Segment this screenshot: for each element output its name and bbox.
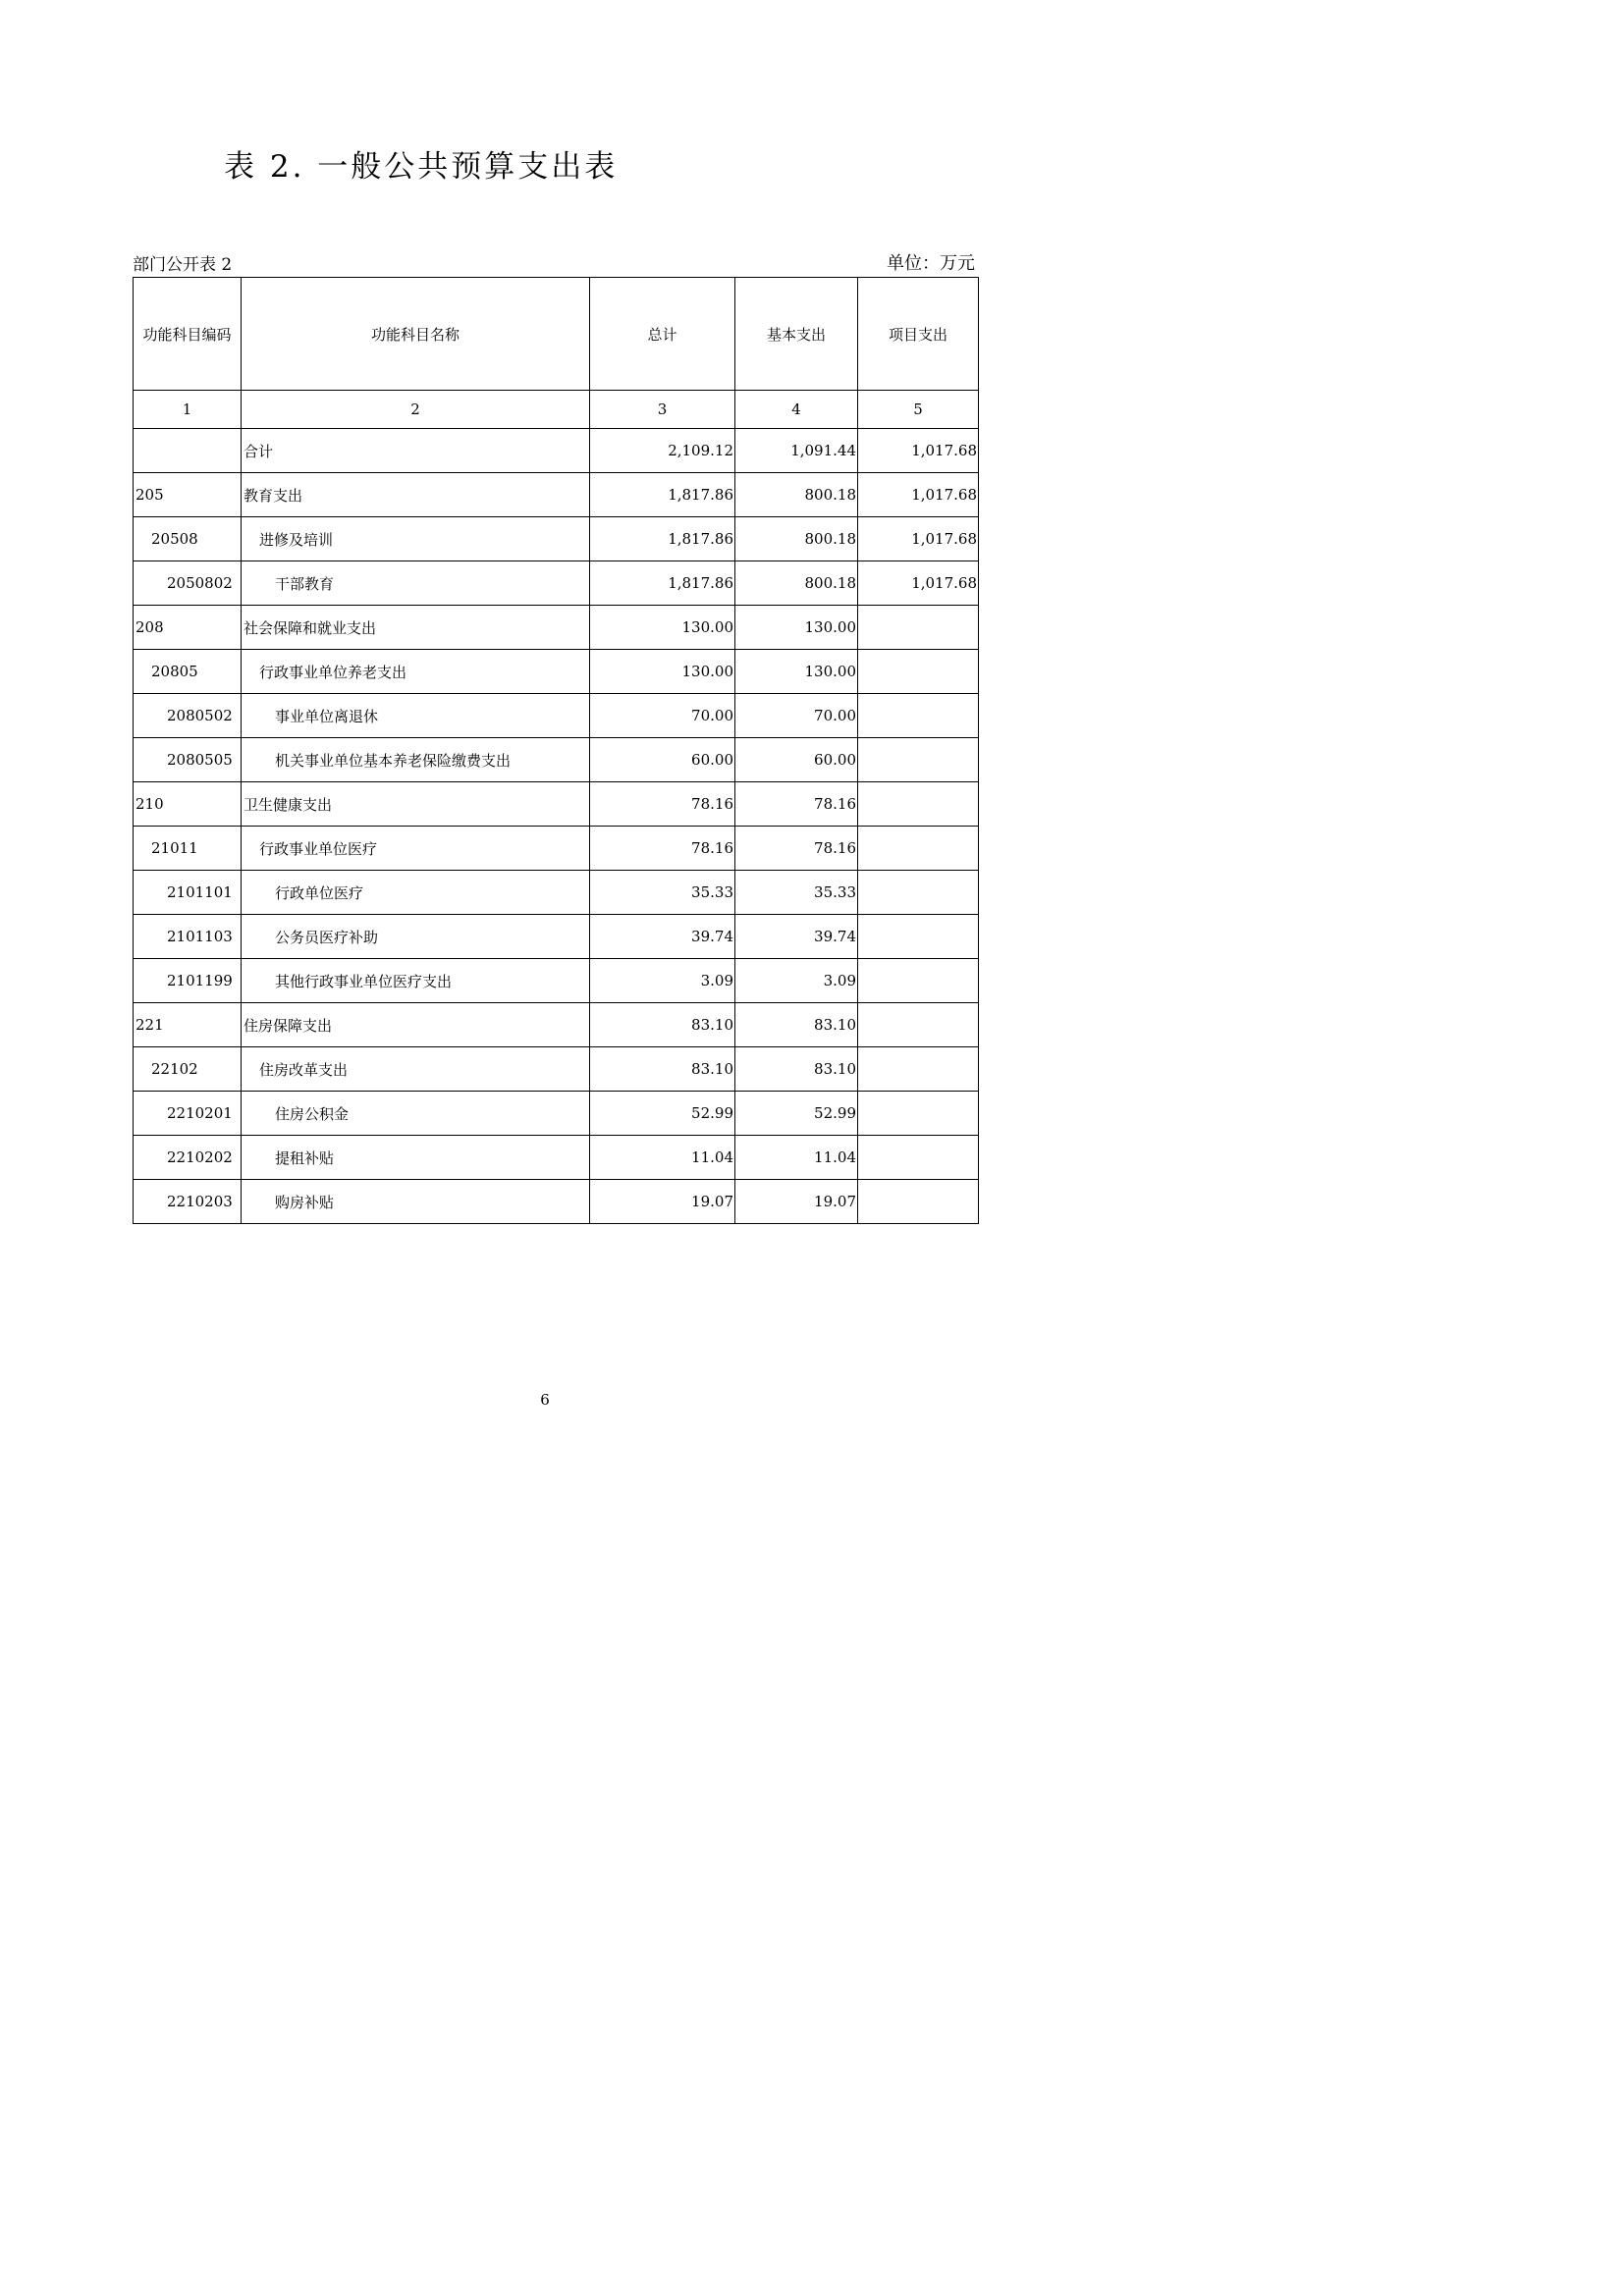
subject-name-cell: 购房补贴 bbox=[242, 1180, 590, 1224]
project-expenditure-cell bbox=[858, 915, 979, 959]
subject-code-cell: 2080505 bbox=[134, 738, 242, 782]
project-expenditure-cell bbox=[858, 606, 979, 650]
subject-code-cell: 205 bbox=[134, 473, 242, 517]
project-expenditure-cell bbox=[858, 1136, 979, 1180]
subject-code-cell: 2210203 bbox=[134, 1180, 242, 1224]
column-number: 2 bbox=[242, 391, 590, 429]
subject-code-cell bbox=[134, 429, 242, 473]
subject-code-cell: 208 bbox=[134, 606, 242, 650]
subject-name-cell: 进修及培训 bbox=[242, 517, 590, 561]
subject-name-cell: 事业单位离退休 bbox=[242, 694, 590, 738]
project-expenditure-cell bbox=[858, 827, 979, 871]
table-row bbox=[134, 1136, 979, 1180]
subject-code-cell: 2101101 bbox=[134, 871, 242, 915]
subject-name-cell: 机关事业单位基本养老保险缴费支出 bbox=[242, 738, 590, 782]
column-header: 总计 bbox=[590, 278, 735, 391]
total-cell: 1,817.86 bbox=[590, 517, 735, 561]
subject-name-cell: 社会保障和就业支出 bbox=[242, 606, 590, 650]
subject-name-cell: 住房公积金 bbox=[242, 1092, 590, 1136]
total-cell: 3.09 bbox=[590, 959, 735, 1003]
total-cell: 35.33 bbox=[590, 871, 735, 915]
column-number: 1 bbox=[134, 391, 242, 429]
basic-expenditure-cell: 70.00 bbox=[735, 694, 858, 738]
subject-name-cell: 住房保障支出 bbox=[242, 1003, 590, 1047]
table-label: 部门公开表 2 bbox=[133, 255, 233, 275]
project-expenditure-cell bbox=[858, 782, 979, 827]
subject-code-cell: 2210202 bbox=[134, 1136, 242, 1180]
total-cell: 52.99 bbox=[590, 1092, 735, 1136]
column-header: 功能科目编码 bbox=[134, 278, 242, 391]
total-cell: 78.16 bbox=[590, 782, 735, 827]
subject-name-cell: 行政事业单位养老支出 bbox=[242, 650, 590, 694]
basic-expenditure-cell: 800.18 bbox=[735, 561, 858, 606]
total-cell: 1,817.86 bbox=[590, 561, 735, 606]
subject-code-cell: 20805 bbox=[134, 650, 242, 694]
total-cell: 60.00 bbox=[590, 738, 735, 782]
total-cell: 130.00 bbox=[590, 650, 735, 694]
table-row bbox=[134, 694, 979, 738]
column-number: 3 bbox=[590, 391, 735, 429]
column-number: 5 bbox=[858, 391, 979, 429]
total-cell: 39.74 bbox=[590, 915, 735, 959]
total-cell: 83.10 bbox=[590, 1003, 735, 1047]
table-row bbox=[134, 429, 979, 473]
basic-expenditure-cell: 800.18 bbox=[735, 517, 858, 561]
subject-code-cell: 2101103 bbox=[134, 915, 242, 959]
table-row bbox=[134, 517, 979, 561]
table-row bbox=[134, 915, 979, 959]
project-expenditure-cell bbox=[858, 1092, 979, 1136]
basic-expenditure-cell: 60.00 bbox=[735, 738, 858, 782]
subject-name-cell: 行政单位医疗 bbox=[242, 871, 590, 915]
project-expenditure-cell: 1,017.68 bbox=[858, 517, 979, 561]
basic-expenditure-cell: 35.33 bbox=[735, 871, 858, 915]
table-row bbox=[134, 1003, 979, 1047]
basic-expenditure-cell: 83.10 bbox=[735, 1003, 858, 1047]
basic-expenditure-cell: 11.04 bbox=[735, 1136, 858, 1180]
basic-expenditure-cell: 52.99 bbox=[735, 1092, 858, 1136]
project-expenditure-cell: 1,017.68 bbox=[858, 561, 979, 606]
table-row bbox=[134, 1180, 979, 1224]
table-row bbox=[134, 473, 979, 517]
subject-code-cell: 221 bbox=[134, 1003, 242, 1047]
subject-code-cell: 22102 bbox=[134, 1047, 242, 1092]
subject-name-cell: 教育支出 bbox=[242, 473, 590, 517]
column-header: 基本支出 bbox=[735, 278, 858, 391]
total-cell: 1,817.86 bbox=[590, 473, 735, 517]
column-header: 功能科目名称 bbox=[242, 278, 590, 391]
basic-expenditure-cell: 39.74 bbox=[735, 915, 858, 959]
project-expenditure-cell bbox=[858, 959, 979, 1003]
total-cell: 130.00 bbox=[590, 606, 735, 650]
page-title: 表 2. 一般公共预算支出表 bbox=[224, 149, 619, 185]
project-expenditure-cell: 1,017.68 bbox=[858, 429, 979, 473]
budget-expenditure-table bbox=[133, 277, 979, 1224]
column-number-row bbox=[134, 391, 979, 429]
subject-name-cell: 公务员医疗补助 bbox=[242, 915, 590, 959]
subject-name-cell: 行政事业单位医疗 bbox=[242, 827, 590, 871]
project-expenditure-cell bbox=[858, 650, 979, 694]
table-row bbox=[134, 959, 979, 1003]
project-expenditure-cell: 1,017.68 bbox=[858, 473, 979, 517]
subject-code-cell: 21011 bbox=[134, 827, 242, 871]
subject-name-cell: 干部教育 bbox=[242, 561, 590, 606]
total-cell: 78.16 bbox=[590, 827, 735, 871]
basic-expenditure-cell: 19.07 bbox=[735, 1180, 858, 1224]
project-expenditure-cell bbox=[858, 1047, 979, 1092]
table-row bbox=[134, 606, 979, 650]
column-header: 项目支出 bbox=[858, 278, 979, 391]
table-row bbox=[134, 871, 979, 915]
page-number: 6 bbox=[540, 1391, 550, 1409]
subject-name-cell: 卫生健康支出 bbox=[242, 782, 590, 827]
project-expenditure-cell bbox=[858, 738, 979, 782]
project-expenditure-cell bbox=[858, 871, 979, 915]
basic-expenditure-cell: 130.00 bbox=[735, 606, 858, 650]
project-expenditure-cell bbox=[858, 694, 979, 738]
subject-code-cell: 210 bbox=[134, 782, 242, 827]
project-expenditure-cell bbox=[858, 1003, 979, 1047]
subject-name-cell: 合计 bbox=[242, 429, 590, 473]
total-cell: 83.10 bbox=[590, 1047, 735, 1092]
basic-expenditure-cell: 800.18 bbox=[735, 473, 858, 517]
table-row bbox=[134, 1047, 979, 1092]
table-row bbox=[134, 561, 979, 606]
basic-expenditure-cell: 78.16 bbox=[735, 782, 858, 827]
subject-code-cell: 2210201 bbox=[134, 1092, 242, 1136]
basic-expenditure-cell: 1,091.44 bbox=[735, 429, 858, 473]
total-cell: 11.04 bbox=[590, 1136, 735, 1180]
unit-label: 单位：万元 bbox=[887, 253, 975, 274]
subject-name-cell: 其他行政事业单位医疗支出 bbox=[242, 959, 590, 1003]
total-cell: 70.00 bbox=[590, 694, 735, 738]
table-row bbox=[134, 650, 979, 694]
total-cell: 19.07 bbox=[590, 1180, 735, 1224]
basic-expenditure-cell: 3.09 bbox=[735, 959, 858, 1003]
header-row bbox=[134, 278, 979, 391]
table-row bbox=[134, 782, 979, 827]
subject-code-cell: 2080502 bbox=[134, 694, 242, 738]
project-expenditure-cell bbox=[858, 1180, 979, 1224]
subject-code-cell: 20508 bbox=[134, 517, 242, 561]
subject-name-cell: 提租补贴 bbox=[242, 1136, 590, 1180]
table-row bbox=[134, 738, 979, 782]
subject-code-cell: 2050802 bbox=[134, 561, 242, 606]
basic-expenditure-cell: 130.00 bbox=[735, 650, 858, 694]
total-cell: 2,109.12 bbox=[590, 429, 735, 473]
subject-name-cell: 住房改革支出 bbox=[242, 1047, 590, 1092]
basic-expenditure-cell: 83.10 bbox=[735, 1047, 858, 1092]
table-row bbox=[134, 1092, 979, 1136]
subject-code-cell: 2101199 bbox=[134, 959, 242, 1003]
column-number: 4 bbox=[735, 391, 858, 429]
table-row bbox=[134, 827, 979, 871]
basic-expenditure-cell: 78.16 bbox=[735, 827, 858, 871]
